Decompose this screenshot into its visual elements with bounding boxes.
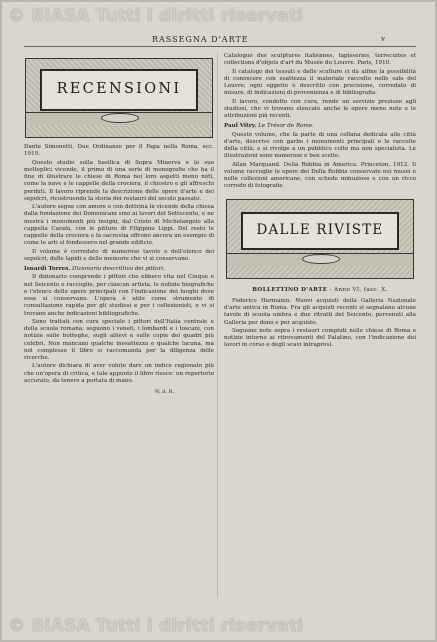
page [2, 2, 435, 640]
review-entry-heading [24, 266, 214, 273]
journal-name: BOLLETTINO D'ARTE [252, 286, 328, 293]
review-paragraph: Allan Marquand. Della Robbia in America. Princeton, 1912. Il volume raccoglie le opere dei Della Robbia conservate nei musei e nelle collezioni americane, con schede minuziose e con un ricco corredo di fotografie. [224, 161, 416, 190]
ornament-icon [302, 254, 340, 264]
review-paragraph: Il lavoro, condotto con cura, rende un servizio prezioso agli studiosi, che vi trovano elencate anche le opere meno note e le attribuzioni più recenti. [224, 98, 416, 119]
recensioni-banner [25, 58, 213, 138]
review-paragraph: Il catalogo dei tessuti e delle sculture ci dà alfine la possibilità di conoscere con esattezza il materiale raccolto nelle sale del Louvre; ogni oggetto è descritto con precisione, corredato di misure, di indicazioni di provenienza e di bibliografia. [224, 68, 416, 97]
review-paragraph: Dante Simonetti. Due Ordinanze per il Papa nella Roma, ecc. 1910. [24, 144, 214, 158]
journal-issue: - Anno VI, fasc. X. [327, 286, 388, 293]
section-title-riviste: DALLE RIVISTE [256, 221, 384, 238]
review-paragraph: L'autore segue con amore e con dottrina le vicende della chiesa dalla fondazione dei Domenicani sino ai lavori del Settecento, e ne mostra i monumenti più insigni, dal Cristo di Michelangelo alla cappella Carafa, con le pitture di Filippino Lippi. Del resto le cappelle della crociera e la sacrestia offrono ancora un esempio di come le arti si fondessero nel grande edificio. [24, 204, 214, 247]
catalogue-intro: Catalogue des sculptures italiennes, tapisseries, terrecuites et collections d'objets d'art du Musée du Louvre. Paris, 1910. [224, 53, 416, 67]
review-paragraph: Questo volume, che fa parte di una collana dedicata alle città d'arte, descrive con garbo i monumenti principali e le raccolte della città, e si rivolge a un pubblico colto ma non specialista. Le illustrazioni sono numerose e ben scelte. [224, 131, 416, 160]
review-paragraph: L'autore dichiara di aver voluto dare un indice ragionato più che un'opera di critica, e tale appunto il libro riesce: un repertorio accurato, da tenere a portata di mano. [24, 363, 214, 384]
review-paragraph: Questo studio sulla basilica di Sopra Minerva e le sue molteplici vicende, il primo di una serie di monografie che ha il fine di illustrare le chiese di Roma nei loro aspetti meno noti, come la nave e le cappelle della crociera, il chiostro e gli affreschi perduti. Il lavoro riprende la descrizione delle opere d'arte e dei sepolcri, ricostruendo la storia dei restauri del secolo passato. [24, 159, 214, 202]
review-paragraph: Il volume è corredato di numerose tavole e dell'elenco dei sepolcri, delle lapidi e delle memorie che vi si conservano. [24, 248, 214, 262]
entry-title: Dizionario descrittivo dei pittori. [71, 266, 165, 272]
recensioni-frame [40, 69, 198, 111]
ornament-icon [101, 113, 139, 123]
watermark-bottom: © BiASA Tutti i diritti riservati [8, 616, 304, 636]
review-entry-heading [224, 123, 416, 130]
header-rule [24, 46, 416, 47]
review-paragraph: Seguono note sopra i restauri compiuti nelle chiese di Roma e notizie intorno ai ritrovamenti del Palatino, con l'indicazione dei lavori in corso e degli scavi intrapresi. [224, 327, 416, 349]
riviste-frame [241, 212, 399, 250]
page-folio: v [381, 35, 385, 43]
column-divider [217, 52, 218, 597]
journal-heading [224, 287, 416, 294]
running-title: RASSEGNA D'ARTE [152, 35, 249, 44]
review-paragraph: Il dizionario comprende i pittori che ebbero vita nel Cinque e nel Seicento e raccoglie, per ciascun artista, le notizie biografiche e l'elenco delle opere principali con l'indicazione dei luoghi dove esse si conservano. L'opera è utile come strumento di consultazione rapida per gli studiosi e per i collezionisti, e vi si trovano anche indicazioni bibliografiche. [24, 274, 214, 317]
footnote: N. d. R. [155, 389, 174, 395]
entry-author: Isnardi Torres. [24, 266, 71, 272]
section-title-recensioni: RECENSIONI [56, 81, 182, 98]
left-column [24, 58, 214, 396]
right-column [224, 50, 416, 351]
watermark-top: © BiASA Tutti i diritti riservati [8, 6, 304, 26]
riviste-banner [226, 199, 414, 279]
entry-title: Le Trésor de Rome. [258, 123, 314, 130]
entry-author: Paul Vitry. [224, 123, 257, 130]
review-paragraph: Sono trattati con cura speciale i pittori dell'Italia centrale e della scuola romana; seguono i veneti, i lombardi e i toscani, con notizie sulle botteghe, sugli allievi e sulle copie dei quadri più celebri. Non mancano qualche inesattezza e qualche lacuna, ma nel complesso il libro si raccomanda per la diligenza delle ricerche. [24, 318, 214, 361]
review-paragraph: Federico Hermanin. Nuovi acquisti della Galleria Nazionale d'arte antica in Roma. Fra gli acquisti recenti si segnalano alcune tavole di scuola umbra e due ritratti del Seicento, pervenuti alla Galleria per dono e per acquisto. [224, 297, 416, 326]
